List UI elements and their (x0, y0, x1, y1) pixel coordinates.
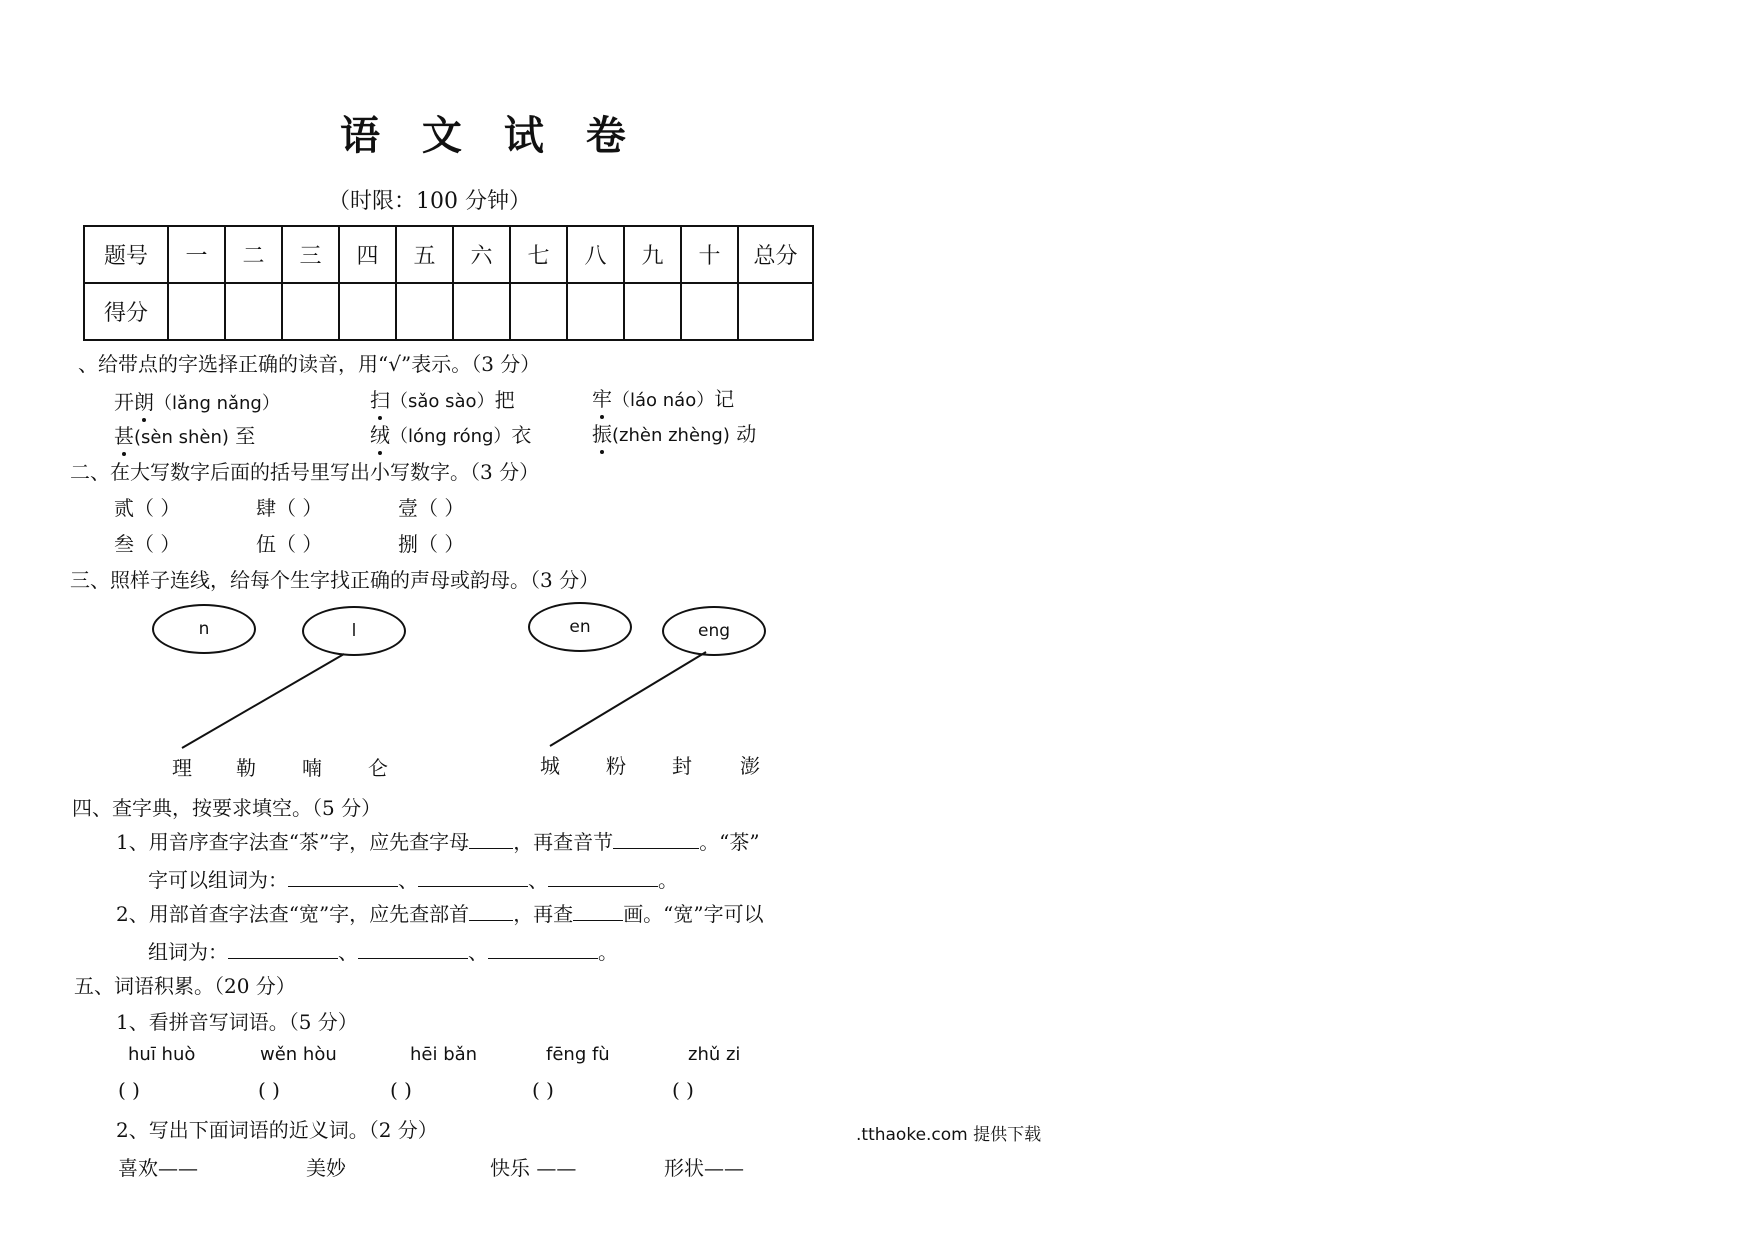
q1-item-3-post: 记 (714, 387, 735, 411)
q3-char-right-3[interactable]: 封 (672, 754, 692, 778)
q3-char-left-4[interactable]: 仑 (368, 756, 388, 780)
q5-pinyin-1: huī huò (128, 1044, 196, 1065)
q1-item-2-post: 把 (494, 388, 515, 412)
q1-item-2-pinyin[interactable]: （sǎo sào） (390, 391, 495, 412)
q4-end-2: 。 (598, 940, 618, 964)
q1-item-4-post: 至 (235, 424, 256, 448)
score-cell-2: 二 (225, 226, 282, 283)
q4-line4-text: 组词为： (148, 940, 228, 964)
score-cell-total: 总分 (738, 226, 813, 283)
q1-item-5-pinyin[interactable]: （lóng róng） (390, 426, 512, 447)
q4-blank-word-6[interactable] (488, 938, 598, 959)
q4-line2 (148, 864, 678, 893)
q4-line4 (148, 936, 618, 965)
q4-end-1: 。 (658, 868, 678, 892)
q1-item-4-pinyin[interactable]: (sèn shèn) (134, 427, 229, 448)
q5-answer-3[interactable]: ( ) (390, 1078, 412, 1102)
score-cell-label: 题号 (84, 226, 168, 283)
q2-item-3[interactable]: 壹（ ） (398, 496, 465, 520)
q1-item-5-post: 衣 (511, 423, 532, 447)
oval-en[interactable]: en (528, 602, 632, 652)
q5-syn-3[interactable]: 快乐 —— (490, 1156, 577, 1180)
q4-blank-word-2[interactable] (418, 866, 528, 887)
q4-blank-letter[interactable] (469, 828, 513, 849)
score-cell-3: 三 (282, 226, 339, 283)
q2-item-1[interactable]: 贰（ ） (114, 496, 181, 520)
q4-blank-radical[interactable] (469, 900, 513, 921)
q1-item-1-pre: 开 (114, 390, 134, 414)
q5-answer-1[interactable]: ( ) (118, 1078, 140, 1102)
q5-sub2: 2、写出下面词语的近义词。（2 分） (116, 1118, 438, 1142)
score-cell-5: 五 (396, 226, 453, 283)
q1-item-4-char: 甚 (114, 424, 134, 448)
q4-line3-text-b: ，再查 (513, 902, 574, 926)
q5-syn-4[interactable]: 形状—— (664, 1156, 744, 1180)
q5-heading: 五、词语积累。（20 分） (74, 974, 296, 998)
q4-line1-text-a: 1、用音序查字法查“茶”字，应先查字母 (116, 830, 470, 854)
q4-line3-text-a: 2、用部首查字法查“宽”字，应先查部首 (116, 902, 470, 926)
q4-sep-1: 、 (398, 868, 418, 892)
score-cell-6: 六 (453, 226, 510, 283)
q4-line1-text-c: 。“茶” (699, 830, 760, 854)
q5-answer-5[interactable]: ( ) (672, 1078, 694, 1102)
q4-blank-syllable[interactable] (613, 828, 699, 849)
q4-sep-4: 、 (468, 940, 488, 964)
q4-blank-word-4[interactable] (228, 938, 338, 959)
q1-item-5-char: 绒 (370, 423, 390, 447)
score-cell-9: 九 (624, 226, 681, 283)
q5-sub1: 1、看拼音写词语。（5 分） (116, 1010, 358, 1034)
connector-line-eng (550, 652, 706, 746)
q5-pinyin-2: wěn hòu (260, 1044, 337, 1065)
q1-item-6-post: 动 (736, 422, 757, 446)
page-title: 语 文 试 卷 (340, 112, 640, 159)
q5-pinyin-5: zhǔ zi (688, 1044, 741, 1065)
q4-line1-text-b: ，再查音节 (513, 830, 614, 854)
q1-item-6-char: 振 (592, 422, 612, 446)
q2-item-4[interactable]: 叁（ ） (114, 532, 181, 556)
time-limit: （时限：100 分钟） (328, 189, 531, 214)
q1-item-1-char: 朗 (134, 390, 154, 414)
oval-n[interactable]: n (152, 604, 256, 654)
q4-line2-text: 字可以组词为： (148, 868, 288, 892)
oval-eng[interactable]: eng (662, 606, 766, 656)
q4-blank-strokes[interactable] (573, 900, 623, 921)
q4-blank-word-5[interactable] (358, 938, 468, 959)
q4-blank-word-3[interactable] (548, 866, 658, 887)
q5-answer-2[interactable]: ( ) (258, 1078, 280, 1102)
q1-item-1-pinyin[interactable]: （lǎng nǎng） (154, 393, 280, 414)
score-row-label: 得分 (84, 283, 168, 340)
score-cell-7: 七 (510, 226, 567, 283)
q2-item-5[interactable]: 伍（ ） (256, 532, 323, 556)
q4-sep-3: 、 (338, 940, 358, 964)
oval-l[interactable]: l (302, 606, 406, 656)
q4-line3-text-c: 画。“宽”字可以 (623, 902, 764, 926)
q4-sep-2: 、 (528, 868, 548, 892)
q5-answer-4[interactable]: ( ) (532, 1078, 554, 1102)
watermark-text: .tthaoke.com 提供下载 (856, 1125, 1042, 1145)
score-cell-8: 八 (567, 226, 624, 283)
q1-item-3-char: 牢 (592, 387, 612, 411)
q3-char-left-1[interactable]: 理 (172, 756, 192, 780)
q4-heading: 四、查字典，按要求填空。（5 分） (72, 796, 382, 820)
q5-syn-2[interactable]: 美妙 (306, 1156, 346, 1180)
q5-syn-1[interactable]: 喜欢—— (118, 1156, 198, 1180)
q1-item-3-pinyin[interactable]: （láo náo） (612, 390, 715, 411)
q4-line3 (116, 898, 764, 927)
q5-pinyin-4: fēng fù (546, 1044, 610, 1065)
score-cell-1: 一 (168, 226, 225, 283)
q1-item-6-pinyin[interactable]: (zhèn zhèng) (612, 425, 730, 446)
q1-heading: 、给带点的字选择正确的读音，用“√”表示。（3 分） (78, 352, 541, 376)
q3-char-right-2[interactable]: 粉 (606, 754, 626, 778)
q2-heading: 二、在大写数字后面的括号里写出小写数字。（3 分） (70, 460, 540, 484)
q3-char-right-4[interactable]: 澎 (740, 754, 760, 778)
q3-char-left-2[interactable]: 勒 (236, 756, 256, 780)
q3-heading: 三、照样子连线，给每个生字找正确的声母或韵母。（3 分） (70, 568, 600, 592)
connector-line-l (182, 654, 344, 748)
q1-item-2-char: 扫 (370, 388, 390, 412)
q2-item-6[interactable]: 捌（ ） (398, 532, 465, 556)
score-cell-4: 四 (339, 226, 396, 283)
q3-char-right-1[interactable]: 城 (540, 754, 560, 778)
q2-item-2[interactable]: 肆（ ） (256, 496, 323, 520)
q5-pinyin-3: hēi bǎn (410, 1044, 478, 1065)
score-cell-10: 十 (681, 226, 738, 283)
q4-line1 (116, 826, 760, 855)
q4-blank-word-1[interactable] (288, 866, 398, 887)
q3-char-left-3[interactable]: 喃 (302, 756, 322, 780)
